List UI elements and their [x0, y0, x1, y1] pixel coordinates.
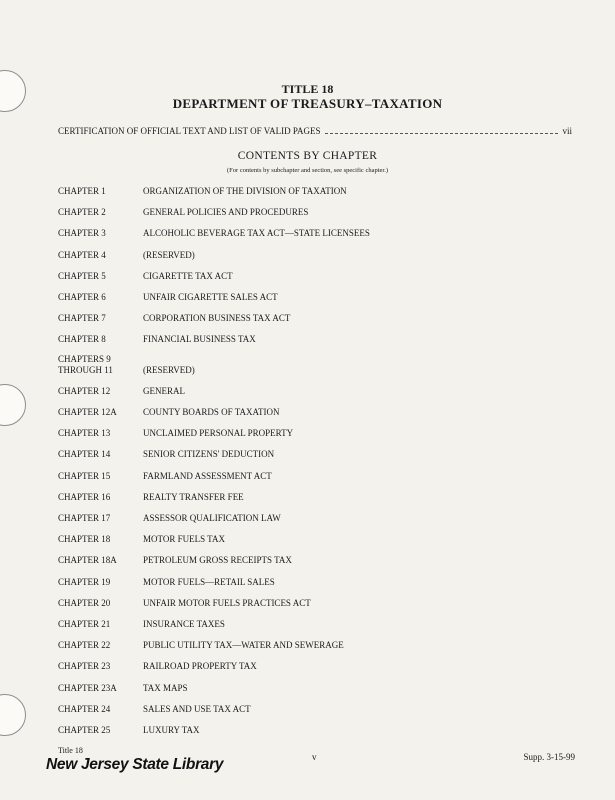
- chapter-number-text: CHAPTER 21: [58, 619, 111, 629]
- chapter-row: [58, 513, 578, 524]
- chapter-row: [58, 271, 578, 282]
- chapter-number: [58, 725, 143, 736]
- certification-label: CERTIFICATION OF OFFICIAL TEXT AND LIST OF VALID PAGES: [58, 126, 321, 136]
- chapter-number: [58, 271, 143, 282]
- chapter-title: ORGANIZATION OF THE DIVISION OF TAXATION: [143, 186, 347, 196]
- chapter-number-text: CHAPTERS 9: [58, 353, 111, 364]
- chapter-row: [58, 619, 578, 630]
- chapter-number-text: CHAPTER 12A: [58, 407, 117, 417]
- chapter-row: [58, 704, 578, 715]
- chapter-row: [58, 661, 578, 672]
- certification-page: vii: [562, 126, 572, 136]
- chapter-row: [58, 354, 578, 376]
- chapter-number: [58, 555, 143, 566]
- chapter-number: [58, 534, 143, 545]
- chapter-title: SALES AND USE TAX ACT: [143, 703, 251, 714]
- contents-heading: CONTENTS BY CHAPTER: [237, 150, 378, 162]
- chapter-row: [58, 725, 578, 736]
- chapter-row: [58, 492, 578, 503]
- chapter-number: [58, 207, 143, 218]
- chapter-number: [58, 228, 143, 239]
- chapter-number: [58, 334, 143, 345]
- punch-hole: [0, 694, 26, 736]
- chapter-number: [58, 492, 143, 503]
- chapter-title: FINANCIAL BUSINESS TAX: [143, 334, 256, 345]
- chapter-number-text: CHAPTER 8: [58, 334, 106, 345]
- chapter-number: [58, 640, 143, 651]
- chapter-number: [58, 386, 143, 397]
- library-stamp: New Jersey State Library: [46, 756, 224, 773]
- punch-hole: [0, 384, 26, 426]
- chapter-number: [58, 513, 143, 524]
- chapter-number-text: CHAPTER 16: [58, 491, 111, 502]
- chapter-row: [58, 334, 578, 345]
- chapter-row: [58, 407, 578, 418]
- chapter-title: RAILROAD PROPERTY TAX: [143, 661, 257, 672]
- chapter-number: [58, 313, 143, 324]
- chapter-number: [58, 354, 143, 376]
- chapter-title: PUBLIC UTILITY TAX—WATER AND SEWERAGE: [143, 640, 344, 651]
- chapter-number: [58, 471, 143, 482]
- chapter-number-text: CHAPTER 3: [58, 228, 106, 239]
- chapter-title: UNFAIR MOTOR FUELS PRACTICES ACT: [143, 597, 311, 608]
- chapter-number-text: CHAPTER 23: [58, 661, 111, 672]
- footer-title: Title 18: [58, 746, 83, 755]
- chapter-row: [58, 428, 578, 439]
- certification-line: [58, 126, 572, 136]
- chapter-title: ASSESSOR QUALIFICATION LAW: [143, 513, 281, 523]
- chapter-title: INSURANCE TAXES: [143, 619, 225, 629]
- chapter-number: [58, 577, 143, 588]
- chapter-number-text: CHAPTER 23A: [58, 682, 117, 693]
- chapter-number-text: CHAPTER 17: [58, 513, 111, 523]
- chapter-row: [58, 555, 578, 566]
- chapter-title: (RESERVED): [143, 364, 195, 375]
- chapter-row: [58, 386, 578, 397]
- chapter-number-text: CHAPTER 5: [58, 270, 106, 281]
- chapter-title: PETROLEUM GROSS RECEIPTS TAX: [143, 555, 292, 566]
- chapter-row: [58, 598, 578, 609]
- chapter-title: UNFAIR CIGARETTE SALES ACT: [143, 292, 278, 302]
- chapter-number: [58, 683, 143, 694]
- chapter-row: [58, 683, 578, 694]
- chapter-title: (RESERVED): [143, 249, 195, 260]
- page-number: v: [312, 752, 317, 762]
- chapter-row: [58, 313, 578, 324]
- chapter-number-text: CHAPTER 2: [58, 207, 106, 218]
- chapter-title: MOTOR FUELS TAX: [143, 534, 225, 545]
- chapter-number: [58, 250, 143, 261]
- chapter-number-text: CHAPTER 13: [58, 428, 111, 439]
- chapter-row: [58, 186, 578, 197]
- chapter-number: [58, 449, 143, 460]
- chapter-number-text: CHAPTER 14: [58, 449, 111, 460]
- chapter-title: LUXURY TAX: [143, 725, 200, 735]
- chapter-number: [58, 598, 143, 609]
- chapter-row: [58, 207, 578, 218]
- chapter-number-text: CHAPTER 1: [58, 186, 106, 196]
- chapter-title: COUNTY BOARDS OF TAXATION: [143, 407, 280, 417]
- chapter-number-text: CHAPTER 19: [58, 576, 111, 587]
- chapter-row: [58, 577, 578, 588]
- chapter-number-text-2: THROUGH 11: [58, 364, 113, 375]
- chapter-row: [58, 292, 578, 303]
- chapter-number-text: CHAPTER 7: [58, 313, 106, 324]
- chapter-number: [58, 292, 143, 303]
- chapter-number: [58, 428, 143, 439]
- chapter-title: FARMLAND ASSESSMENT ACT: [143, 470, 272, 481]
- chapter-row: [58, 250, 578, 261]
- chapter-number-text: CHAPTER 15: [58, 470, 111, 481]
- chapter-title: GENERAL: [143, 385, 185, 396]
- chapter-title: MOTOR FUELS—RETAIL SALES: [143, 576, 275, 587]
- title-number: TITLE 18: [281, 82, 334, 96]
- chapter-number: [58, 704, 143, 715]
- chapter-number: [58, 661, 143, 672]
- chapter-row: [58, 534, 578, 545]
- chapter-title: SENIOR CITIZENS' DEDUCTION: [143, 449, 275, 460]
- chapter-title: REALTY TRANSFER FEE: [143, 491, 244, 502]
- chapter-title: CIGARETTE TAX ACT: [143, 270, 233, 281]
- chapter-number-text: CHAPTER 18A: [58, 555, 117, 566]
- supplement-date: Supp. 3-15-99: [523, 752, 575, 762]
- chapter-number-text: CHAPTER 22: [58, 640, 111, 651]
- contents-note: (For contents by subchapter and section, see specific chapter.): [227, 167, 388, 174]
- dot-leader: [325, 133, 559, 134]
- chapter-row: [58, 449, 578, 460]
- chapter-number-text: CHAPTER 20: [58, 597, 111, 608]
- chapter-title: UNCLAIMED PERSONAL PROPERTY: [143, 428, 294, 439]
- chapter-number-text: CHAPTER 6: [58, 292, 106, 302]
- chapter-row: [58, 471, 578, 482]
- title-department: DEPARTMENT OF TREASURY–TAXATION: [172, 96, 443, 111]
- chapter-number: [58, 186, 143, 197]
- chapter-number-text: CHAPTER 12: [58, 385, 111, 396]
- chapter-number-text: CHAPTER 18: [58, 534, 111, 545]
- chapter-number-text: CHAPTER 24: [58, 703, 111, 714]
- chapter-title: CORPORATION BUSINESS TAX ACT: [143, 313, 291, 324]
- chapter-number: [58, 619, 143, 630]
- chapter-number: [58, 407, 143, 418]
- chapter-row: [58, 640, 578, 651]
- chapter-number-text: CHAPTER 25: [58, 725, 111, 735]
- chapter-row: [58, 228, 578, 239]
- chapter-title: GENERAL POLICIES AND PROCEDURES: [143, 207, 309, 218]
- chapter-number-text: CHAPTER 4: [58, 249, 106, 260]
- chapter-title: ALCOHOLIC BEVERAGE TAX ACT—STATE LICENSEES: [143, 228, 370, 239]
- chapter-title: TAX MAPS: [143, 682, 188, 693]
